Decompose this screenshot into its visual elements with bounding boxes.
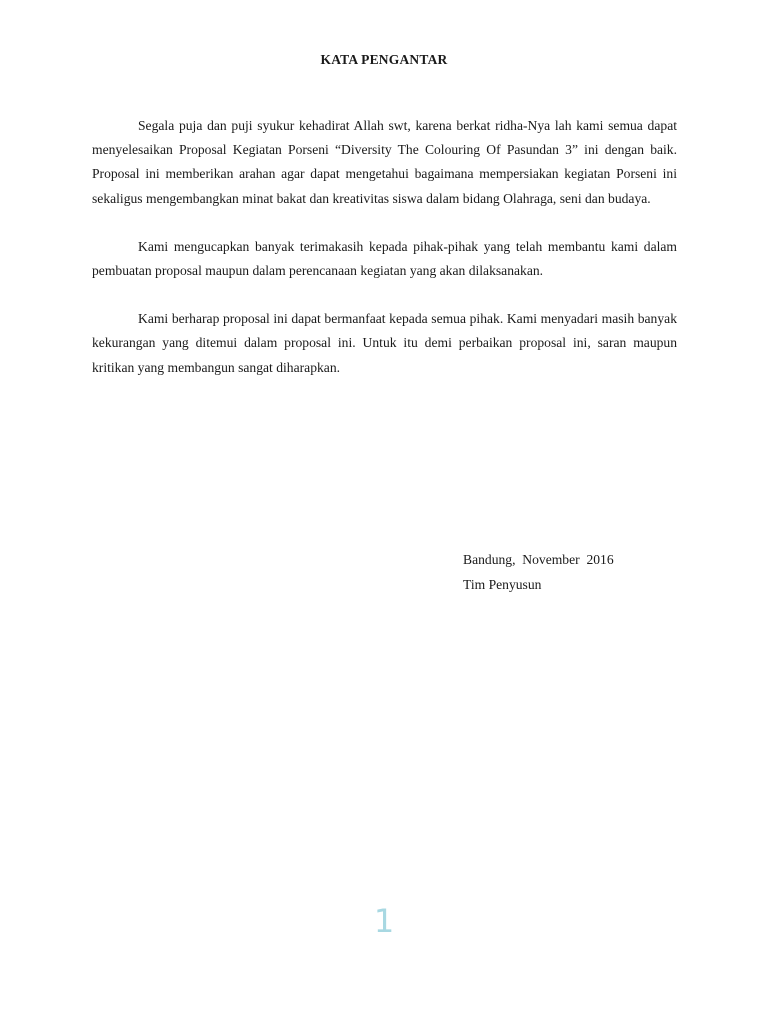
signature-place-date: Bandung, November 2016: [463, 552, 614, 567]
signature-author: Tim Penyusun: [463, 576, 542, 592]
paragraph-opening: Segala puja dan puji syukur kehadirat Allah swt, karena berkat ridha-Nya lah kami semua dapat menyelesaikan Proposal Kegiatan Porseni “Diversity The Colouring Of Pasundan 3” ini dengan baik. Proposal ini memberikan arahan agar dapat mengetahui bagaimana mempersiakan kegiatan Porseni ini sekaligus mengembangkan minat bakat dan kreativitas siswa dalam bidang Olahraga, seni dan budaya.: [92, 118, 677, 206]
paragraph-closing: Kami berharap proposal ini dapat bermanfaat kepada semua pihak. Kami menyadari masih banyak kekurangan yang ditemui dalam proposal ini. Untuk itu demi perbaikan proposal ini, saran maupun kritikan yang membangun sangat diharapkan.: [92, 311, 677, 375]
paragraph-thanks: Kami mengucapkan banyak terimakasih kepada pihak-pihak yang telah membantu kami dalam pembuatan proposal maupun dalam perencanaan kegiatan yang akan dilaksanakan.: [92, 238, 677, 279]
page-title: KATA PENGANTAR: [320, 52, 448, 67]
signature-block: [463, 548, 614, 597]
document-body: [92, 114, 677, 404]
page-number: 1: [373, 902, 395, 940]
